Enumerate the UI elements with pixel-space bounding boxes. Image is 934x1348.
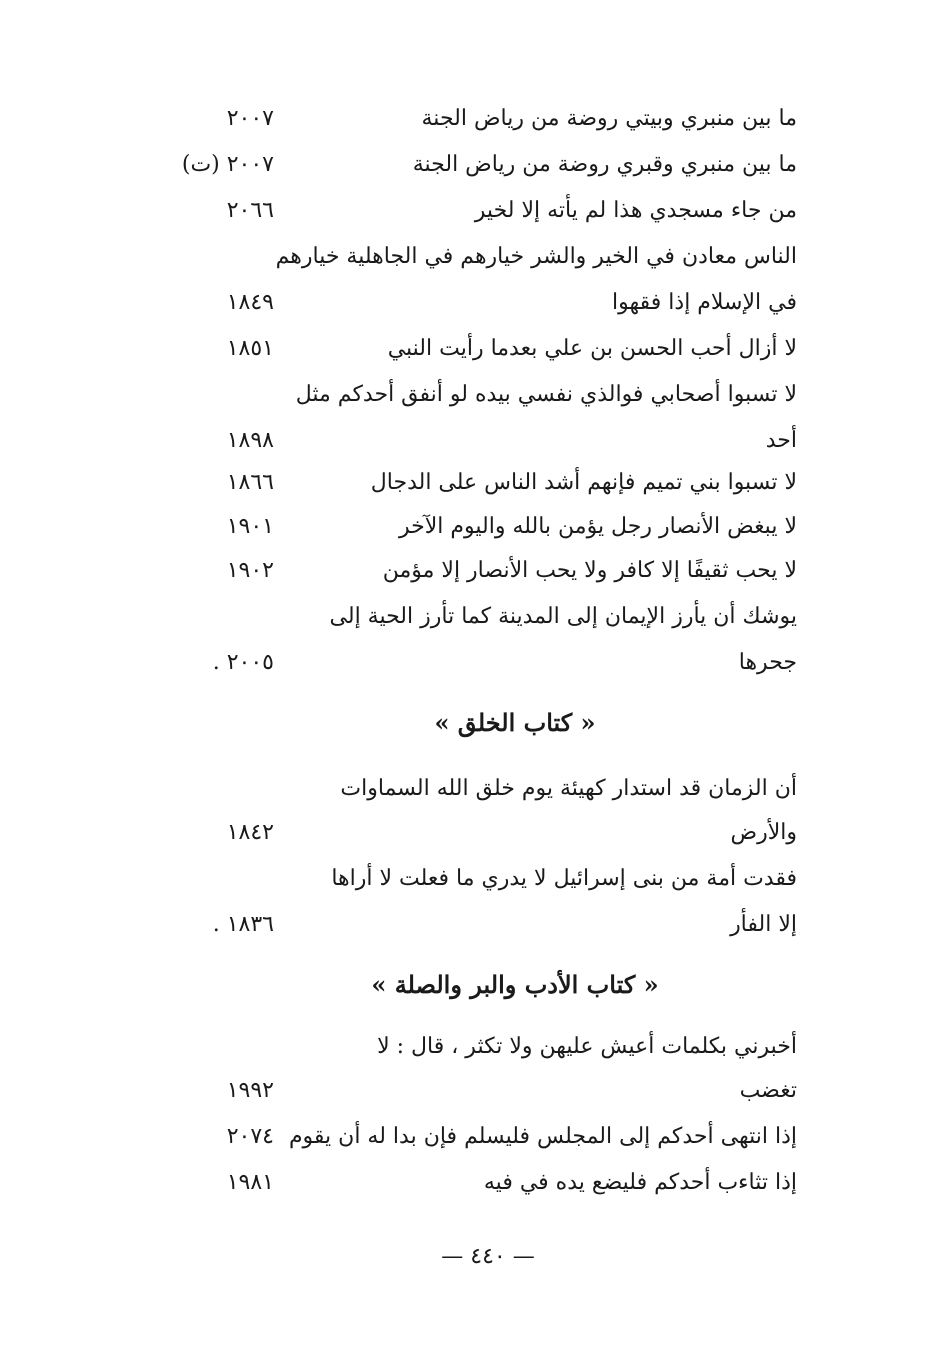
entry-text: تغضب [739, 1078, 797, 1103]
index-entry [0, 1114, 934, 1160]
entry-text: لا تسبوا أصحابي فوالذي نفسي بيده لو أنفق أحدكم مثل [295, 382, 797, 407]
index-entry [0, 460, 934, 506]
entry-text: من جاء مسجدي هذا لم يأته إلا لخير [474, 198, 797, 223]
entry-text: أحد [765, 428, 797, 453]
entry-number: ٢٠٧٤ [226, 1124, 274, 1149]
index-entry [0, 372, 934, 418]
entry-number: ١٩٩٢ [226, 1078, 274, 1103]
index-entry [0, 594, 934, 640]
entry-text: يوشك أن يأرز الإيمان إلى المدينة كما تأرز الحية إلى [329, 604, 797, 629]
entry-number: ١٩٠٢ [226, 558, 274, 583]
index-entry [0, 418, 934, 464]
index-entry [0, 96, 934, 142]
entry-text: لا يبغض الأنصار رجل يؤمن بالله واليوم الآخر [399, 514, 797, 539]
entry-text: ما بين منبري وبيتي روضة من رياض الجنة [421, 106, 797, 131]
entry-number: ١٩٨١ [226, 1170, 274, 1195]
index-entry [0, 1160, 934, 1206]
entry-text: أن الزمان قد استدار كهيئة يوم خلق الله السماوات [340, 776, 797, 801]
entry-number: ١٩٠١ [226, 514, 274, 539]
entry-number: ١٨٤٩ [226, 290, 274, 315]
index-entry [0, 142, 934, 188]
index-entry [0, 856, 934, 902]
entry-text: ما بين منبري وقبري روضة من رياض الجنة [412, 152, 797, 177]
entry-text: لا تسبوا بني تميم فإنهم أشد الناس على الدجال [370, 470, 797, 495]
entry-text: والأرض [730, 820, 797, 845]
index-entry [0, 326, 934, 372]
index-entry [0, 280, 934, 326]
entry-text: إذا انتهى أحدكم إلى المجلس فليسلم فإن بدا له أن يقوم [288, 1124, 797, 1149]
index-entry [0, 810, 934, 856]
entry-text: لا أزال أحب الحسن بن علي بعدما رأيت النبي [387, 336, 797, 361]
entry-number: ١٨٩٨ [226, 428, 274, 453]
entry-number: ١٨٦٦ [226, 470, 274, 495]
entry-number: ١٨٥١ [226, 336, 274, 361]
entry-text: إلا الفأر [730, 912, 797, 937]
index-entry [0, 548, 934, 594]
entry-text: أخبرني بكلمات أعيش عليهن ولا تكثر ، قال : لا [377, 1034, 797, 1059]
entry-text: لا يحب ثقيفًا إلا كافر ولا يحب الأنصار إلا مؤمن [382, 558, 797, 583]
entry-text: جحرها [738, 650, 797, 675]
entry-text: فقدت أمة من بنى إسرائيل لا يدري ما فعلت لا أراها [331, 866, 797, 891]
entry-text: في الإسلام إذا فقهوا [612, 290, 797, 315]
index-entry [0, 1024, 934, 1070]
section-heading: « كتاب الأدب والبر والصلة » [371, 970, 659, 999]
entry-number: ٢٠٠٧ [226, 106, 274, 131]
index-entry [0, 504, 934, 550]
index-entry [0, 766, 934, 812]
entry-text: الناس معادن في الخير والشر خيارهم في الجاهلية خيارهم [275, 244, 797, 269]
page-number: — ٤٤٠ — [441, 1244, 535, 1269]
index-entry [0, 640, 934, 686]
index-entry [0, 234, 934, 280]
index-entry [0, 188, 934, 234]
entry-number: ١٨٤٢ [226, 820, 274, 845]
index-entry [0, 902, 934, 948]
index-entry [0, 1068, 934, 1114]
entry-number: ١٨٣٦ . [212, 912, 274, 937]
entry-number: ٢٠٦٦ [226, 198, 274, 223]
entry-text: إذا تثاءب أحدكم فليضع يده في فيه [483, 1170, 797, 1195]
entry-number: ٢٠٠٥ . [212, 650, 274, 675]
section-heading: « كتاب الخلق » [434, 708, 596, 737]
entry-number: ٢٠٠٧ (ت) [181, 152, 274, 177]
